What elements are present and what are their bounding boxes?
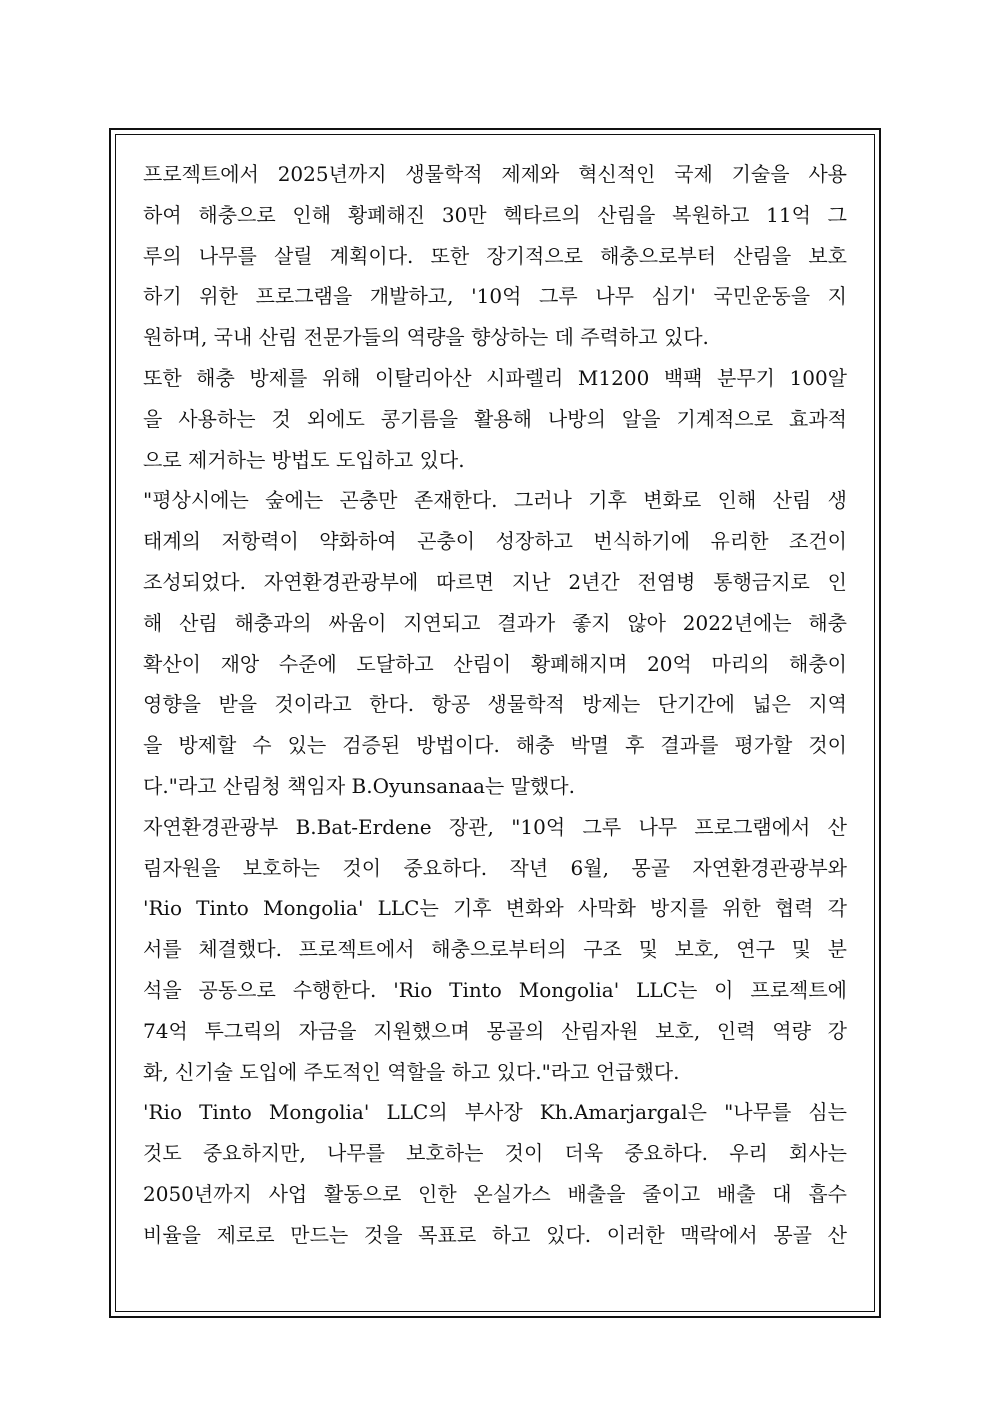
text-line: 프로젝트에서 2025년까지 생물학적 제제와 혁신적인 국제 기술을 사용: [143, 162, 847, 186]
text-line: 비율을 제로로 만드는 것을 목표로 하고 있다. 이러한 맥락에서 몽골 산: [143, 1222, 847, 1247]
text-line: 74억 투그릭의 자금을 지원했으며 몽골의 산림자원 보호, 인력 역량 강: [143, 1018, 847, 1043]
text-line: 'Rio Tinto Mongolia' LLC는 기후 변화와 사막화 방지를 위한 협력 각: [143, 896, 847, 921]
text-line: 조성되었다. 자연환경관광부에 따르면 지난 2년간 전염병 통행금지로 인: [143, 569, 847, 594]
text-line: 'Rio Tinto Mongolia' LLC의 부사장 Kh.Amarjargal은 "나무를 심는: [143, 1100, 847, 1125]
text-line: 것도 중요하지만, 나무를 보호하는 것이 더욱 중요하다. 우리 회사는: [143, 1141, 847, 1166]
text-line: 으로 제거하는 방법도 도입하고 있다.: [143, 447, 465, 472]
paragraph-minister-quote: [143, 807, 847, 1093]
text-line: 해 산림 해충과의 싸움이 지연되고 결과가 좋지 않아 2022년에는 해충: [143, 610, 847, 635]
text-line: 루의 나무를 살릴 계획이다. 또한 장기적으로 해충으로부터 산림을 보호: [143, 243, 847, 268]
text-line: 하여 해충으로 인해 황폐해진 30만 헥타르의 산림을 복원하고 11억 그: [143, 202, 847, 227]
text-line: 확산이 재앙 수준에 도달하고 산림이 황폐해지며 20억 마리의 해충이: [143, 651, 847, 676]
text-line: 화, 신기술 도입에 주도적인 역할을 하고 있다."라고 언급했다.: [143, 1059, 680, 1084]
text-line: 2050년까지 사업 활동으로 인한 온실가스 배출을 줄이고 배출 대 흡수: [143, 1181, 847, 1206]
text-line: 하기 위한 프로그램을 개발하고, '10억 그루 나무 심기' 국민운동을 지: [143, 284, 847, 309]
paragraph-pest-control-methods: [143, 358, 847, 480]
text-line: 을 방제할 수 있는 검증된 방법이다. 해충 박멸 후 결과를 평가할 것이: [143, 733, 847, 758]
text-line: 태계의 저항력이 약화하여 곤충이 성장하고 번식하기에 유리한 조건이: [143, 529, 847, 554]
text-line: 또한 해충 방제를 위해 이탈리아산 시파렐리 M1200 백팩 분무기 100알: [143, 365, 847, 390]
text-line: 원하며, 국내 산림 전문가들의 역량을 향상하는 데 주력하고 있다.: [143, 325, 709, 350]
text-line: 림자원을 보호하는 것이 중요하다. 작년 6월, 몽골 자연환경관광부와: [143, 855, 847, 880]
text-line: 영향을 받을 것이라고 한다. 항공 생물학적 방제는 단기간에 넓은 지역: [143, 692, 847, 717]
text-line: 을 사용하는 것 외에도 콩기름을 활용해 나방의 알을 기계적으로 효과적: [143, 406, 847, 431]
page-border: [109, 128, 881, 1318]
paragraph-vice-president-quote: [143, 1092, 847, 1255]
text-line: 다."라고 산림청 책임자 B.Oyunsanaa는 말했다.: [143, 773, 575, 798]
paragraph-project-goals: [143, 154, 847, 358]
text-line: 자연환경관광부 B.Bat-Erdene 장관, "10억 그루 나무 프로그램에서 산: [143, 814, 847, 839]
text-line: "평상시에는 숲에는 곤충만 존재한다. 그러나 기후 변화로 인해 산림 생: [143, 488, 847, 513]
text-line: 석을 공동으로 수행한다. 'Rio Tinto Mongolia' LLC는 이 프로젝트에: [143, 977, 847, 1002]
document-body: [143, 154, 847, 1256]
paragraph-forestry-quote: [143, 480, 847, 806]
text-line: 서를 체결했다. 프로젝트에서 해충으로부터의 구조 및 보호, 연구 및 분: [143, 937, 847, 962]
